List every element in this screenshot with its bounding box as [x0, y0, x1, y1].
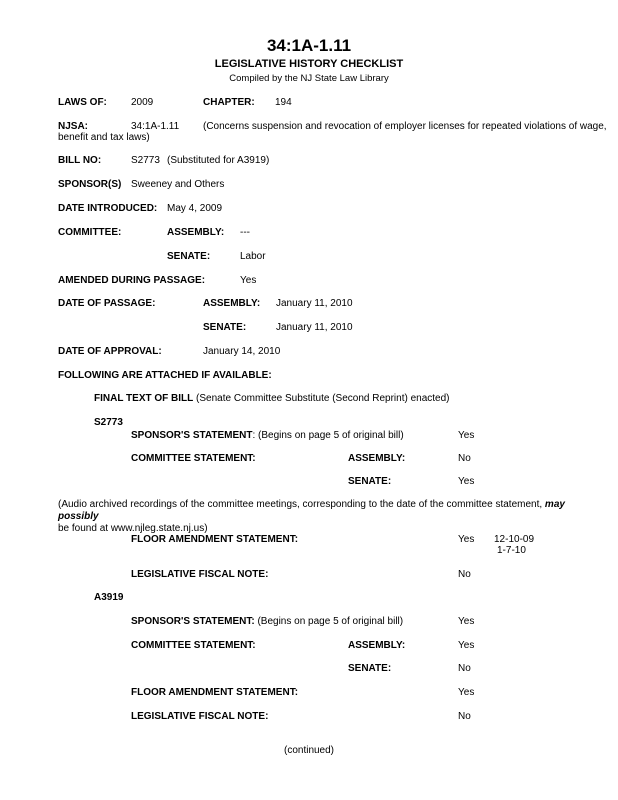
checklist-title: LEGISLATIVE HISTORY CHECKLIST	[214, 58, 404, 70]
a3919-sponsor-statement-note: (Begins on page 5 of original bill)	[254, 616, 404, 627]
bill-no-value: S2773	[131, 155, 160, 166]
a3919-sponsor-statement-label: SPONSOR'S STATEMENT:	[131, 616, 255, 627]
audio-archive-note	[58, 499, 603, 535]
committee-senate-label: SENATE:	[167, 251, 211, 262]
s2773-assembly-value: No	[458, 453, 471, 464]
passage-senate-value: January 11, 2010	[276, 322, 353, 333]
date-of-approval-label: DATE OF APPROVAL:	[58, 346, 162, 357]
final-text-note: (Senate Committee Substitute (Second Reprint) enacted)	[196, 393, 450, 404]
s2773-sponsor-statement	[131, 430, 404, 441]
s2773-sponsor-statement-label: SPONSOR'S STATEMENT	[131, 430, 253, 441]
s2773-floor-amendment-date1: 12-10-09	[494, 534, 535, 545]
s2773-senate-label: SENATE:	[348, 476, 392, 487]
amended-label: AMENDED DURING PASSAGE:	[58, 275, 206, 286]
a3919-floor-amendment-label: FLOOR AMENDMENT STATEMENT:	[131, 687, 299, 698]
chapter-label: CHAPTER:	[203, 97, 255, 108]
s2773-heading: S2773	[94, 417, 123, 428]
sponsors-value: Sweeney and Others	[131, 179, 225, 190]
a3919-sponsor-statement-value: Yes	[458, 616, 475, 627]
date-introduced-label: DATE INTRODUCED:	[58, 203, 158, 214]
bill-no-note: (Substituted for A3919)	[167, 155, 270, 166]
s2773-committee-statement-label: COMMITTEE STATEMENT:	[131, 453, 256, 464]
njsa-description-line2: benefit and tax laws)	[58, 132, 150, 143]
committee-assembly-label: ASSEMBLY:	[167, 227, 225, 238]
a3919-senate-label: SENATE:	[348, 663, 392, 674]
date-introduced-value: May 4, 2009	[167, 203, 223, 214]
audio-note-emphasis: may possibly	[58, 499, 565, 522]
passage-assembly-value: January 11, 2010	[276, 298, 353, 309]
a3919-fiscal-note-label: LEGISLATIVE FISCAL NOTE:	[131, 711, 269, 722]
continued-footer: (continued)	[283, 745, 335, 756]
amended-value: Yes	[240, 275, 257, 286]
njsa-label: NJSA:	[58, 121, 89, 132]
njsa-description-line1: (Concerns suspension and revocation of employer licenses for repeated violations of wage,	[203, 121, 607, 132]
passage-senate-label: SENATE:	[203, 322, 247, 333]
njsa-value: 34:1A-1.11	[131, 121, 180, 132]
a3919-assembly-label: ASSEMBLY:	[348, 640, 406, 651]
s2773-floor-amendment-label: FLOOR AMENDMENT STATEMENT:	[131, 534, 299, 545]
s2773-fiscal-note-value: No	[458, 569, 471, 580]
committee-assembly-value: ---	[240, 227, 250, 238]
s2773-fiscal-note-label: LEGISLATIVE FISCAL NOTE:	[131, 569, 269, 580]
audio-note-part1: (Audio archived recordings of the committee meetings, corresponding to the date of the committee statement,	[58, 499, 545, 510]
chapter-value: 194	[275, 97, 292, 108]
s2773-floor-amendment-date2: 1-7-10	[497, 545, 526, 556]
laws-of-label: LAWS OF:	[58, 97, 107, 108]
a3919-senate-value: No	[458, 663, 471, 674]
s2773-senate-value: Yes	[458, 476, 475, 487]
audio-note-part2: be found at www.njleg.state.nj.us)	[58, 523, 208, 534]
a3919-sponsor-statement	[131, 616, 403, 627]
date-of-approval-value: January 14, 2010	[203, 346, 281, 357]
a3919-assembly-value: Yes	[458, 640, 475, 651]
date-of-passage-label: DATE OF PASSAGE:	[58, 298, 156, 309]
final-text-label: FINAL TEXT OF BILL	[94, 393, 194, 404]
committee-senate-value: Labor	[240, 251, 266, 262]
s2773-sponsor-statement-value: Yes	[458, 430, 475, 441]
a3919-fiscal-note-value: No	[458, 711, 471, 722]
s2773-sponsor-statement-note: : (Begins on page 5 of original bill)	[252, 430, 404, 441]
sponsors-label: SPONSOR(S)	[58, 179, 122, 190]
following-attached-heading: FOLLOWING ARE ATTACHED IF AVAILABLE:	[58, 370, 272, 381]
bill-no-label: BILL NO:	[58, 155, 102, 166]
laws-of-value: 2009	[131, 97, 154, 108]
committee-label: COMMITTEE:	[58, 227, 122, 238]
a3919-floor-amendment-value: Yes	[458, 687, 475, 698]
passage-assembly-label: ASSEMBLY:	[203, 298, 261, 309]
statute-title: 34:1A-1.11	[266, 36, 352, 55]
s2773-assembly-label: ASSEMBLY:	[348, 453, 406, 464]
a3919-committee-statement-label: COMMITTEE STATEMENT:	[131, 640, 256, 651]
a3919-heading: A3919	[94, 592, 124, 603]
s2773-floor-amendment-value: Yes	[458, 534, 475, 545]
final-text-row	[94, 393, 450, 404]
compiled-by: Compiled by the NJ State Law Library	[229, 73, 389, 84]
